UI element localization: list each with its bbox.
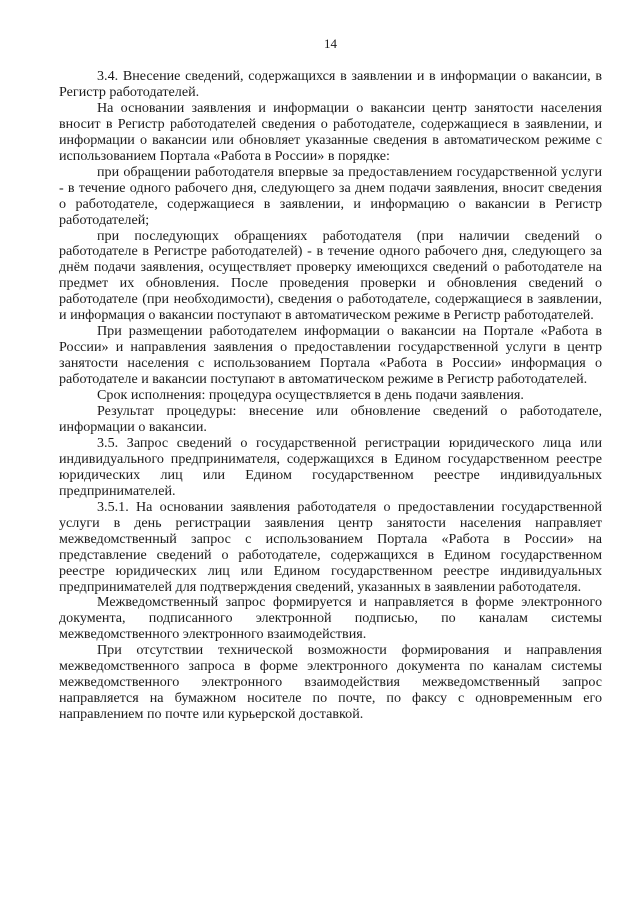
page-number: 14 [324,36,337,51]
document-body [59,69,602,723]
paragraph-3-4-heading: 3.4. Внесение сведений, содержащихся в заявлении и в информации о вакансии, в Регистр работодателей. [59,68,602,100]
paragraph: Срок исполнения: процедура осуществляется в день подачи заявления. [97,387,524,404]
paragraph: На основании заявления и информации о вакансии центр занятости населения вносит в Регистр работодателей сведения о работодателе, содержащиеся в заявлении, и информации о вакансии или обновляет указанные сведения в автоматическом режиме с использованием Портала «Работа в России» в порядке: [59,99,602,164]
paragraph: при обращении работодателя впервые за предоставлением государственной услуги - в течение одного рабочего дня, следующего за днем подачи заявления, вносит сведения о работодателе, содержащиеся в заявлении, и информацию о вакансии в Регистр работодателей; [59,163,602,228]
paragraph-3-5-heading: 3.5. Запрос сведений о государственной регистрации юридического лица или индивидуального предпринимателя, содержащихся в Едином государственном реестре юридических лиц или Едином государственном реестре индивидуальных предпринимателей. [59,434,602,499]
paragraph: При размещении работодателем информации о вакансии на Портале «Работа в России» и направления заявления о предоставлении государственной услуги в центр занятости населения с использованием Портала «Работа в России» информация о работодателе и вакансии поступают в автоматическом режиме в Регистр работодателей. [59,323,602,388]
paragraph: Межведомственный запрос формируется и направляется в форме электронного документа, подписанного электронной подписью, по каналам системы межведомственного электронного взаимодействия. [59,594,602,643]
paragraph: при последующих обращениях работодателя (при наличии сведений о работодателе в Регистре работодателей) - в течение одного рабочего дня, следующего за днём подачи заявления, осуществляет проверку имеющихся сведений о работодателе на предмет их обновления. После проведения проверки и обновления сведений о работодателе (при необходимости), сведения о работодателе, содержащиеся в заявлении, и информация о вакансии поступают в автоматическом режиме в Регистр работодателей. [59,227,602,324]
paragraph-3-5-1: 3.5.1. На основании заявления работодателя о предоставлении государственной услуги в день регистрации заявления центр занятости населения направляет межведомственный запрос с использованием Портала «Работа в России» на представление сведений о работодателе, содержащихся в Едином государственном реестре юридических лиц или Едином государственном реестре индивидуальных предпринимателей для подтверждения сведений, указанных в заявлении работодателя. [59,498,602,595]
paragraph: Результат процедуры: внесение или обновление сведений о работодателе, информации о вакансии. [59,403,602,435]
paragraph: При отсутствии технической возможности формирования и направления межведомственного запроса в форме электронного документа по каналам системы межведомственного электронного взаимодействия межведомственный запрос направляется на бумажном носителе по почте, по факсу с одновременным его направлением по почте или курьерской доставкой. [59,642,602,723]
